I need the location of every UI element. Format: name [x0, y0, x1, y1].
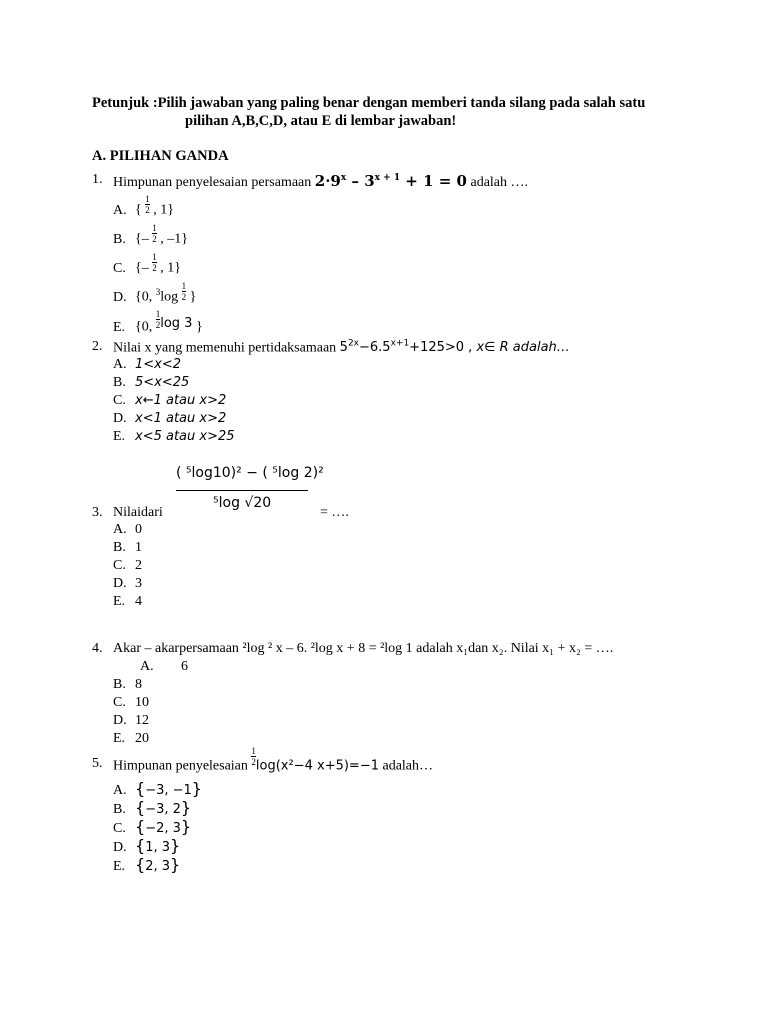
q1-text — [113, 172, 528, 191]
q5-option-e[interactable]: E. {2, 3} — [113, 855, 181, 874]
q5-number: 5. — [92, 756, 103, 771]
q3-option-c[interactable]: C. 2 — [113, 558, 142, 573]
q3-tail: = …. — [320, 505, 349, 520]
q1-option-b[interactable]: B. {– $\frac{1}{2}$ , –1} — [113, 223, 188, 247]
q4-option-c[interactable]: C. 10 — [113, 695, 149, 710]
q3-text: Nilaidari — [113, 505, 163, 520]
q1-option-a[interactable]: A. { $\frac{1}{2}$ , 1} — [113, 194, 174, 218]
q3-option-d[interactable]: D. 3 — [113, 576, 142, 591]
q2-option-c[interactable]: C. x←1 atau x>2 — [113, 393, 227, 408]
q2-option-b[interactable]: B. 5<x<25 — [113, 375, 190, 390]
q3-option-e[interactable]: E. 4 — [113, 594, 142, 609]
q3-option-b[interactable]: B. 1 — [113, 540, 142, 555]
q1-text-before: Himpunan penyelesaian persamaan — [113, 175, 312, 190]
q2-option-a[interactable]: A. 1<x<2 — [113, 357, 182, 372]
q1-option-e[interactable]: E. {0, $\frac{1}{2}$ log 3 } — [113, 309, 203, 335]
instructions-line-1: Petunjuk :Pilih jawaban yang paling benar dengan memberi tanda silang pada salah satu — [92, 95, 646, 111]
q1-text-after: adalah …. — [466, 175, 529, 190]
q4-option-e[interactable]: E. 20 — [113, 731, 149, 746]
q4-option-b[interactable]: B. 8 — [113, 677, 142, 692]
q5-log-base: $\frac{1}{2}$ — [251, 746, 256, 767]
q3-numerator: ( ⁵log10)² − ( ⁵log 2)² — [176, 465, 324, 481]
q1-option-c[interactable]: C. {– $\frac{1}{2}$ , 1} — [113, 252, 181, 276]
q2-option-e[interactable]: E. x<5 atau x>25 — [113, 429, 235, 444]
q5-option-a[interactable]: A. {−3, −1} — [113, 779, 202, 798]
section-title: A. PILIHAN GANDA — [92, 148, 229, 164]
q5-option-b[interactable]: B. {−3, 2} — [113, 798, 192, 817]
q1-equation: $2\cdot 9^x - 3^{x + 1} + 1 = 0$ — [314, 172, 467, 190]
q5-option-c[interactable]: C. {−2, 3} — [113, 817, 192, 836]
q2-inequality: $5^{2x}-6.5^{x+1}+125>0$ , x∈ R adalah… — [339, 339, 570, 356]
q3-number: 3. — [92, 505, 103, 520]
q1-number: 1. — [92, 172, 103, 187]
q3-fraction-bar — [176, 490, 308, 491]
q4-text: Akar – akarpersamaan ²log ² x – 6. ²log x + 8 = ²log 1 adalah x₁dan x₂. Nilai x₁ + x₂ = …. — [113, 641, 614, 656]
q4-number: 4. — [92, 641, 103, 656]
q5-text: Himpunan penyelesaian $\frac{1}{2}$ log(x²−4 x+5)=−1 adalah… — [113, 746, 434, 774]
q2-number: 2. — [92, 339, 103, 354]
q2-option-d[interactable]: D. x<1 atau x>2 — [113, 411, 227, 426]
q5-tail: adalah… — [378, 758, 434, 774]
q5-option-d[interactable]: D. {1, 3} — [113, 836, 181, 855]
q3-option-a[interactable]: A. 0 — [113, 522, 142, 537]
q3-denominator: ⁵log √20 — [213, 495, 272, 511]
q5-expression: log(x²−4 x+5)=−1 — [255, 758, 379, 774]
q2-text: Nilai x yang memenuhi pertidaksamaan $5^{2x}-6.5^{x+1}+125>0$ , x∈ R adalah… — [113, 339, 570, 356]
q1-option-d[interactable]: D. {0, $^3$log $\frac{1}{2}$ } — [113, 281, 197, 305]
q4-option-a[interactable]: A. 6 — [140, 659, 188, 674]
instructions-line-2: pilihan A,B,C,D, atau E di lembar jawaban! — [185, 113, 457, 129]
q4-option-d[interactable]: D. 12 — [113, 713, 149, 728]
